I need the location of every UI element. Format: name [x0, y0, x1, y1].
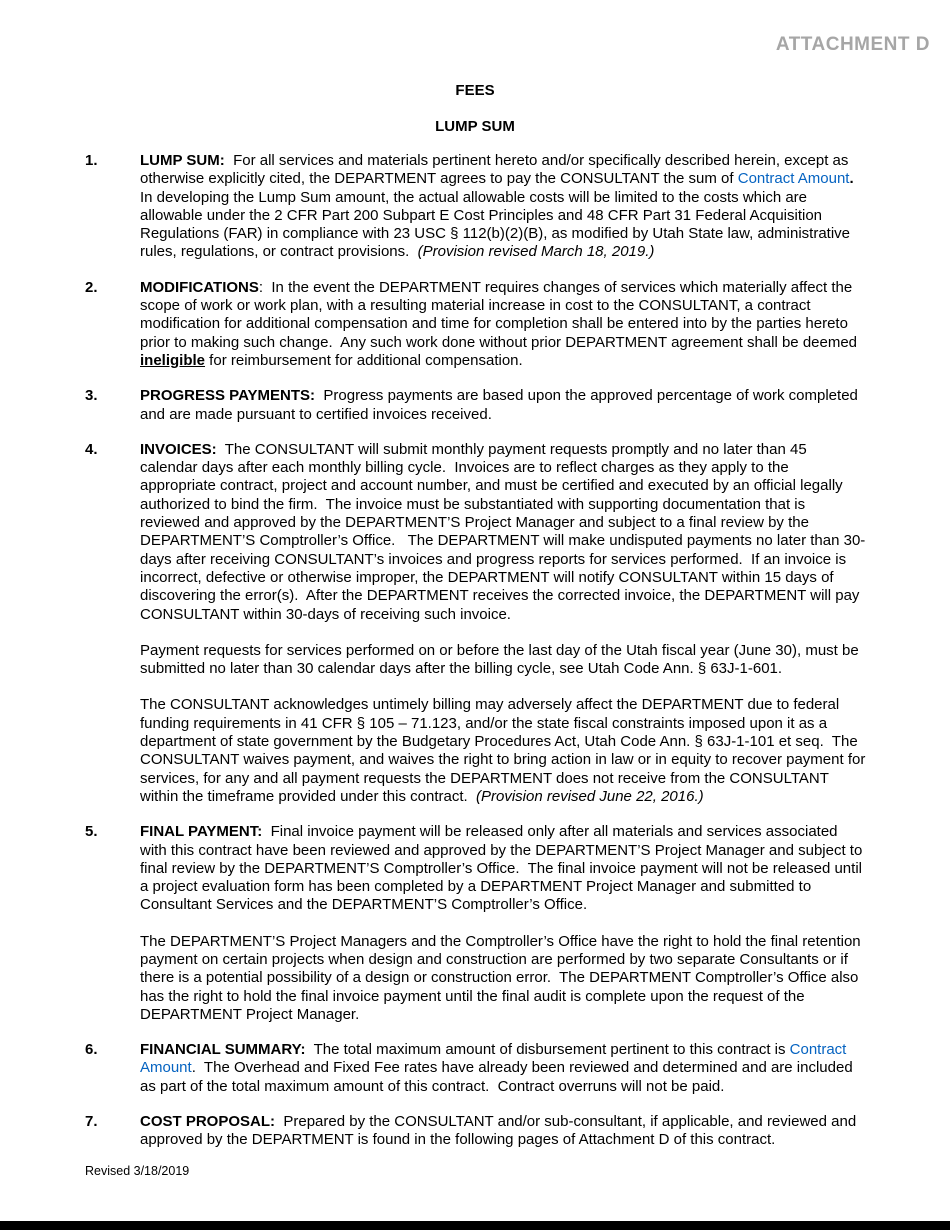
- text-run: COST PROPOSAL:: [140, 1113, 276, 1131]
- text-run: INVOICES:: [140, 440, 217, 458]
- text-run: For all services and materials pertinent hereto and/or specifically described herein, except as otherwise explicitly cited, the DEPARTMENT agrees to pay the CONSULTANT the sum of: [140, 152, 853, 188]
- section-body: [140, 279, 866, 370]
- paragraph: [140, 152, 866, 262]
- paragraph: [140, 1041, 866, 1096]
- paragraph: [140, 387, 866, 424]
- text-run: The total maximum amount of disbursement pertinent to this contract is: [305, 1041, 790, 1059]
- text-run: The DEPARTMENT’S Project Managers and the Comptroller’s Office have the right to hold the final retention payment on certain projects when design and construction are performed by two separate Consultants or if there is a potential possibility of a design or construction error. The DEPARTMENT Comptroller’s Office also has the right to hold the final invoice payment until the final audit is complete upon the request of the DEPARTMENT Project Manager.: [140, 932, 865, 1023]
- section-5: [85, 823, 866, 1024]
- paragraph: [140, 823, 866, 914]
- text-run: The CONSULTANT acknowledges untimely billing may adversely affect the DEPARTMENT due to federal funding requirements in 41 CFR § 105 – 71.123, and/or the state fiscal constraints imposed upon it as a department of state government by the Budgetary Procedures Act, Utah Code Ann. § 63J-1-101 et seq. The CONSULTANT waives payment, and waives the right to bring action in law or in equity to recover payment for services, for any and all payment requests the DEPARTMENT does not receive from the CONSULTANT within the timeframe provided under this contract.: [140, 696, 870, 805]
- section-number: 2.: [85, 278, 98, 296]
- section-body: [140, 1113, 866, 1150]
- provision-revision-note: (Provision revised June 22, 2016.): [476, 787, 704, 805]
- sections: [85, 152, 870, 1150]
- attachment-label: ATTACHMENT D: [775, 34, 930, 55]
- page-title: FEES: [455, 82, 495, 99]
- page-bottom-edge: [0, 1221, 950, 1230]
- section-body: [140, 1041, 866, 1096]
- section-body: [140, 387, 866, 424]
- section-7: [85, 1113, 866, 1150]
- text-run: ineligible: [140, 351, 206, 369]
- text-run: Payment requests for services performed on or before the last day of the Utah fiscal year (June 30), must be submitted no later than 30 calendar days after the billing cycle, see Utah Code Ann. § 63J-1-601.: [140, 641, 863, 678]
- section-number: 3.: [85, 387, 98, 405]
- section-body: [140, 823, 866, 1024]
- section-number: 7.: [85, 1113, 98, 1131]
- provision-revision-note: (Provision revised March 18, 2019.): [417, 243, 655, 261]
- text-run: LUMP SUM:: [140, 152, 225, 169]
- text-run: Progress payments are based upon the approved percentage of work completed and are made pursuant to certified invoices received.: [140, 387, 863, 423]
- section-3: [85, 387, 866, 424]
- page-subtitle: LUMP SUM: [435, 118, 515, 135]
- text-run: . The Overhead and Fixed Fee rates have already been reviewed and determined and are included as part of the total maximum amount of this contract. Contract overruns will not be paid.: [140, 1059, 857, 1095]
- text-run: : In the event the DEPARTMENT requires changes of services which materially affect the scope of work or work plan, with a resulting material increase in cost to the CONSULTANT, a contract modification for additional compensation and time for completion shall be entered into by the parties hereto prior to making such change. Any such work done without prior DEPARTMENT agreement shall be deemed: [140, 278, 862, 351]
- text-run: Prepared by the CONSULTANT and/or sub-consultant, if applicable, and reviewed and approved by the DEPARTMENT is found in the following pages of Attachment D of this contract.: [140, 1113, 861, 1149]
- text-run: PROGRESS PAYMENTS:: [140, 387, 316, 405]
- text-run: FINANCIAL SUMMARY:: [140, 1041, 306, 1059]
- section-2: [85, 279, 866, 370]
- text-run: .: [849, 170, 854, 188]
- section-body: [140, 440, 870, 806]
- paragraph: [140, 933, 866, 1024]
- section-number: 5.: [85, 823, 98, 841]
- paragraph: [140, 642, 866, 679]
- text-run: The CONSULTANT will submit monthly payment requests promptly and no later than 45 calendar days after each monthly billing cycle. Invoices are to reflect charges as they apply to the appropriate contract, project and account number, and must be certified and executed by an official legally authorized to bind the firm. The invoice must be substantiated with supporting documentation that is reviewed and approved by the DEPARTMENT’S Project Manager and subject to a final review by the DEPARTMENT’S Comptroller’s Office. The DEPARTMENT will make undisputed payments no later than 30-days after receiving CONSULTANT’s invoices and progress reports for services performed. If an invoice is incorrect, defective or otherwise improper, the DEPARTMENT will notify CONSULTANT within 15 days of discovering the error(s). After the DEPARTMENT receives the corrected invoice, the DEPARTMENT will pay CONSULTANT within 30-days of receiving such invoice.: [140, 440, 866, 623]
- contract-amount-field: Contract Amount: [140, 1041, 850, 1077]
- paragraph: [140, 279, 866, 370]
- text-run: Final invoice payment will be released only after all materials and services associated with this contract have been reviewed and approved by the DEPARTMENT’S Project Manager and subject to final review by the DEPARTMENT’S Comptroller’s Office. The final invoice payment will not be released until a project evaluation form has been completed by a DEPARTMENT Project Manager and submitted to Consultant Services and the DEPARTMENT’S Comptroller’s Office.: [140, 823, 867, 914]
- section-number: 6.: [85, 1041, 98, 1059]
- paragraph: [140, 1113, 866, 1150]
- text-run: MODIFICATIONS: [140, 278, 259, 296]
- contract-amount-field: Contract Amount: [737, 170, 850, 188]
- paragraph: [140, 696, 870, 806]
- paragraph: [140, 441, 866, 624]
- text-run: for reimbursement for additional compensation.: [205, 351, 523, 369]
- section-6: [85, 1041, 866, 1096]
- footer-revision-note: Revised 3/18/2019: [85, 1164, 190, 1178]
- section-4: [85, 440, 870, 806]
- section-number: 4.: [85, 440, 98, 458]
- section-1: [85, 152, 866, 262]
- text-run: FINAL PAYMENT:: [140, 823, 263, 841]
- text-run: In developing the Lump Sum amount, the actual allowable costs will be limited to the costs which are allowable under the 2 CFR Part 200 Subpart E Cost Principles and 48 CFR Part 31 Federal Acquisition Regulations (FAR) in compliance with 23 USC § 112(b)(2)(B), as modified by Utah State law, administrative rules, regulations, or contract provisions.: [140, 170, 862, 261]
- section-number: 1.: [85, 152, 98, 169]
- section-body: [140, 152, 866, 262]
